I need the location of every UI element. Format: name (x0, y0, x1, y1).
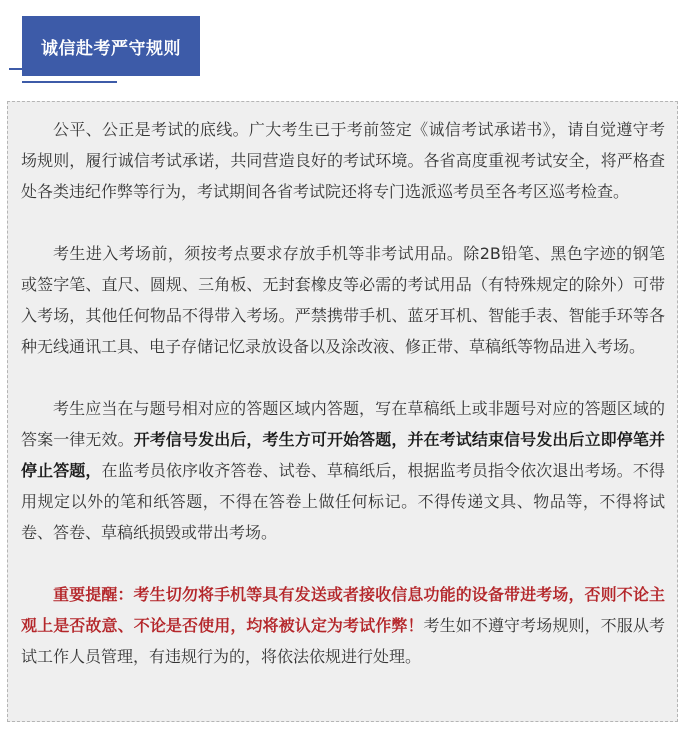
paragraph-important-reminder (21, 579, 665, 672)
paragraph-prohibited-items: 考生进入考场前，须按考点要求存放手机等非考试用品。除2B铅笔、黑色字迹的钢笔或签字笔、直尺、圆规、三角板、无封套橡皮等必需的考试用品（有特殊规定的除外）可带入考场，其他任何物品不得带入考场。严禁携带手机、蓝牙耳机、智能手表、智能手环等各种无线通讯工具、电子存储记忆录放设备以及涂改液、修正带、草稿纸等物品进入考场。 (21, 244, 665, 356)
paragraph-answering-rules (21, 393, 665, 548)
paragraph-gap (21, 548, 665, 579)
section-title: 诚信赴考严守规则 (41, 38, 181, 59)
important-reminder-warning: 重要提醒：考生切勿将手机等具有发送或者接收信息功能的设备带进考场，否则不论主观上是否故意、不论是否使用，均将被认定为考试作弊！ (21, 585, 665, 635)
rules-content-box (7, 101, 678, 722)
paragraph-integrity: 公平、公正是考试的底线。广大考生已于考前签定《诚信考试承诺书》，请自觉遵守考场规则，履行诚信考试承诺，共同营造良好的考试环境。各省高度重视考试安全，将严格查处各类违纪作弊等行为，考试期间各省考试院还将专门选派巡考员至各考区巡考检查。 (21, 120, 665, 201)
reminder-consequence: 考生如不遵守考场规则，不服从考试工作人员管理，有违规行为的，将依法依规进行处理。 (21, 616, 665, 666)
paragraph-gap (21, 207, 665, 238)
paragraph-gap (21, 362, 665, 393)
answering-intro: 考生应当在与题号相对应的答题区域内答题，写在草稿纸上或非题号对应的答题区域的答案一律无效。 (21, 399, 665, 449)
decorative-rule-left (9, 68, 81, 70)
answering-exit-rule: 在监考员依序收齐答卷、试卷、草稿纸后，根据监考员指令依次退出考场。不得用规定以外的笔和纸答题，不得在答卷上做任何标记。不得传递文具、物品等，不得将试卷、答卷、草稿纸损毁或带出考场。 (21, 461, 665, 542)
decorative-rule-under (22, 81, 117, 83)
answering-signal-rule: 开考信号发出后，考生方可开始答题，并在考试结束信号发出后立即停笔并停止答题， (21, 430, 665, 480)
section-title-badge (22, 16, 200, 76)
